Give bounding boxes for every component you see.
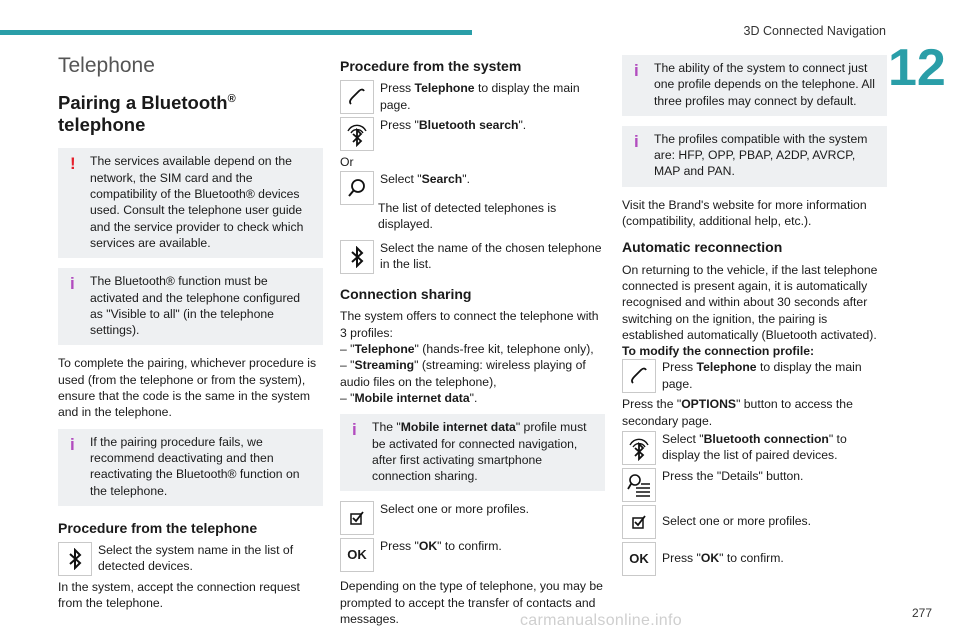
page-number: 277 bbox=[912, 606, 933, 620]
subheading: Automatic reconnection bbox=[622, 239, 783, 256]
step: Press Telephone to display the main page. bbox=[622, 359, 887, 393]
info-icon: i bbox=[70, 434, 75, 454]
watermark: carmanualsonline.info bbox=[520, 612, 682, 629]
modify-label: To modify the connection profile: bbox=[622, 344, 815, 359]
exclamation-icon: ! bbox=[70, 154, 76, 174]
bluetooth-search-icon bbox=[340, 117, 374, 151]
chapter-number: 12 bbox=[888, 39, 946, 97]
column-1 bbox=[58, 52, 323, 620]
info-icon: i bbox=[634, 131, 639, 151]
list-item: – "Mobile internet data". bbox=[340, 390, 478, 405]
step: Select the system name in the list of detected devices. bbox=[58, 542, 323, 576]
step: Press Telephone to display the main page. bbox=[340, 80, 605, 114]
step: Press "Bluetooth search". bbox=[340, 117, 605, 151]
paragraph: In the system, accept the connection request from the telephone. bbox=[58, 580, 300, 611]
info-note: i The "Mobile internet data" profile must be activated for connected navigation, after first activating smartphone connection sharing. bbox=[340, 414, 605, 491]
step: Select the name of the chosen telephone in the list. bbox=[340, 240, 605, 274]
info-note: i The Bluetooth® function must be activated and the telephone configured as "Visible to all" (in the telephone settings). bbox=[58, 268, 323, 345]
header-accent-bar bbox=[0, 30, 472, 35]
list-item: – "Telephone" (hands-free kit, telephone only), bbox=[340, 342, 594, 357]
subheading: Procedure from the telephone bbox=[58, 519, 258, 536]
subheading: Connection sharing bbox=[340, 286, 472, 303]
info-icon: i bbox=[70, 274, 75, 294]
column-2: Procedure from the system Press Telephone to display the main page. Press "Bluetooth search". Or Select "Search". The list of detected telephones is displayed. Select the name of the chosen telephone in the list. Connection sharing The system offers to connect the telephone with 3 profiles: – "Telephone" (hands-free kit, telephone only), – "Streaming" (streaming: wireless playing of audio files on the telephone), – "Mobile internet data". i The "Mobile internet data" profile must be activated for connected navigation, after first activating smartphone connection sharing. Select one or more profiles. OK Press "OK" to confirm. Depending on the type of telephone, you may be prompted to accept the transfer of contacts and messages. bbox=[340, 52, 605, 635]
paragraph: Visit the Brand's website for more information (compatibility, additional help, etc.). bbox=[622, 197, 867, 229]
column-3 bbox=[622, 52, 887, 579]
bluetooth-icon bbox=[340, 240, 374, 274]
step: Select "Bluetooth connection" to display the list of paired devices. bbox=[622, 431, 887, 465]
checkbox-icon bbox=[340, 501, 374, 535]
step: Press the "Details" button. bbox=[622, 468, 887, 502]
paragraph: On returning to the vehicle, if the last telephone connected is present again, it is automatically recognised and within about 30 seconds after switching on the ignition, the pairing is established automatically (Bluetooth activated). bbox=[622, 262, 878, 342]
bluetooth-search-icon bbox=[622, 431, 656, 465]
checkbox-icon bbox=[622, 505, 656, 539]
info-icon: i bbox=[634, 61, 639, 80]
step: Select "Search". bbox=[340, 171, 605, 205]
info-icon: i bbox=[352, 420, 357, 440]
bluetooth-icon bbox=[58, 542, 92, 576]
list-item: – "Streaming" (streaming: wireless playing of audio files on the telephone), bbox=[340, 358, 586, 389]
step: OK Press "OK" to confirm. bbox=[622, 542, 887, 576]
paragraph: To complete the pairing, whichever procedure is used (from the telephone or from the system), ensure that the code is the same in the system and in the telephone. bbox=[58, 356, 317, 420]
ok-button-icon: OK bbox=[340, 538, 374, 572]
heading-pairing: Pairing a Bluetooth® telephone bbox=[58, 92, 236, 136]
subheading: Procedure from the system bbox=[340, 58, 522, 74]
info-note: i The ability of the system to connect just one profile depends on the telephone. All three profiles may connect by default. bbox=[622, 55, 887, 116]
section-title: Telephone bbox=[58, 54, 155, 77]
phone-handset-icon bbox=[622, 359, 656, 393]
paragraph: Depending on the type of telephone, you may be prompted to accept the transfer of contacts and messages. bbox=[340, 579, 603, 627]
paragraph: Press the "OPTIONS" button to access the secondary page. bbox=[622, 397, 853, 428]
step: Select one or more profiles. bbox=[340, 501, 605, 535]
ok-button-icon: OK bbox=[622, 542, 656, 576]
warning-note: ! The services available depend on the network, the SIM card and the compatibility of the Bluetooth® devices used. Consult the telephone user guide and the service provider to check which services are available. bbox=[58, 148, 323, 258]
details-list-icon bbox=[622, 468, 656, 502]
paragraph: The system offers to connect the telephone with 3 profiles: bbox=[340, 309, 599, 340]
step: Select one or more profiles. bbox=[622, 505, 887, 539]
step: OK Press "OK" to confirm. bbox=[340, 538, 605, 572]
phone-handset-icon bbox=[340, 80, 374, 114]
running-header: 3D Connected Navigation bbox=[743, 24, 886, 38]
info-note: i If the pairing procedure fails, we recommend deactivating and then reactivating the Bluetooth® function on the telephone. bbox=[58, 429, 323, 506]
or-label: Or bbox=[340, 155, 354, 170]
info-note: i The profiles compatible with the system are: HFP, OPP, PBAP, A2DP, AVRCP, MAP and PAN. bbox=[622, 126, 887, 187]
